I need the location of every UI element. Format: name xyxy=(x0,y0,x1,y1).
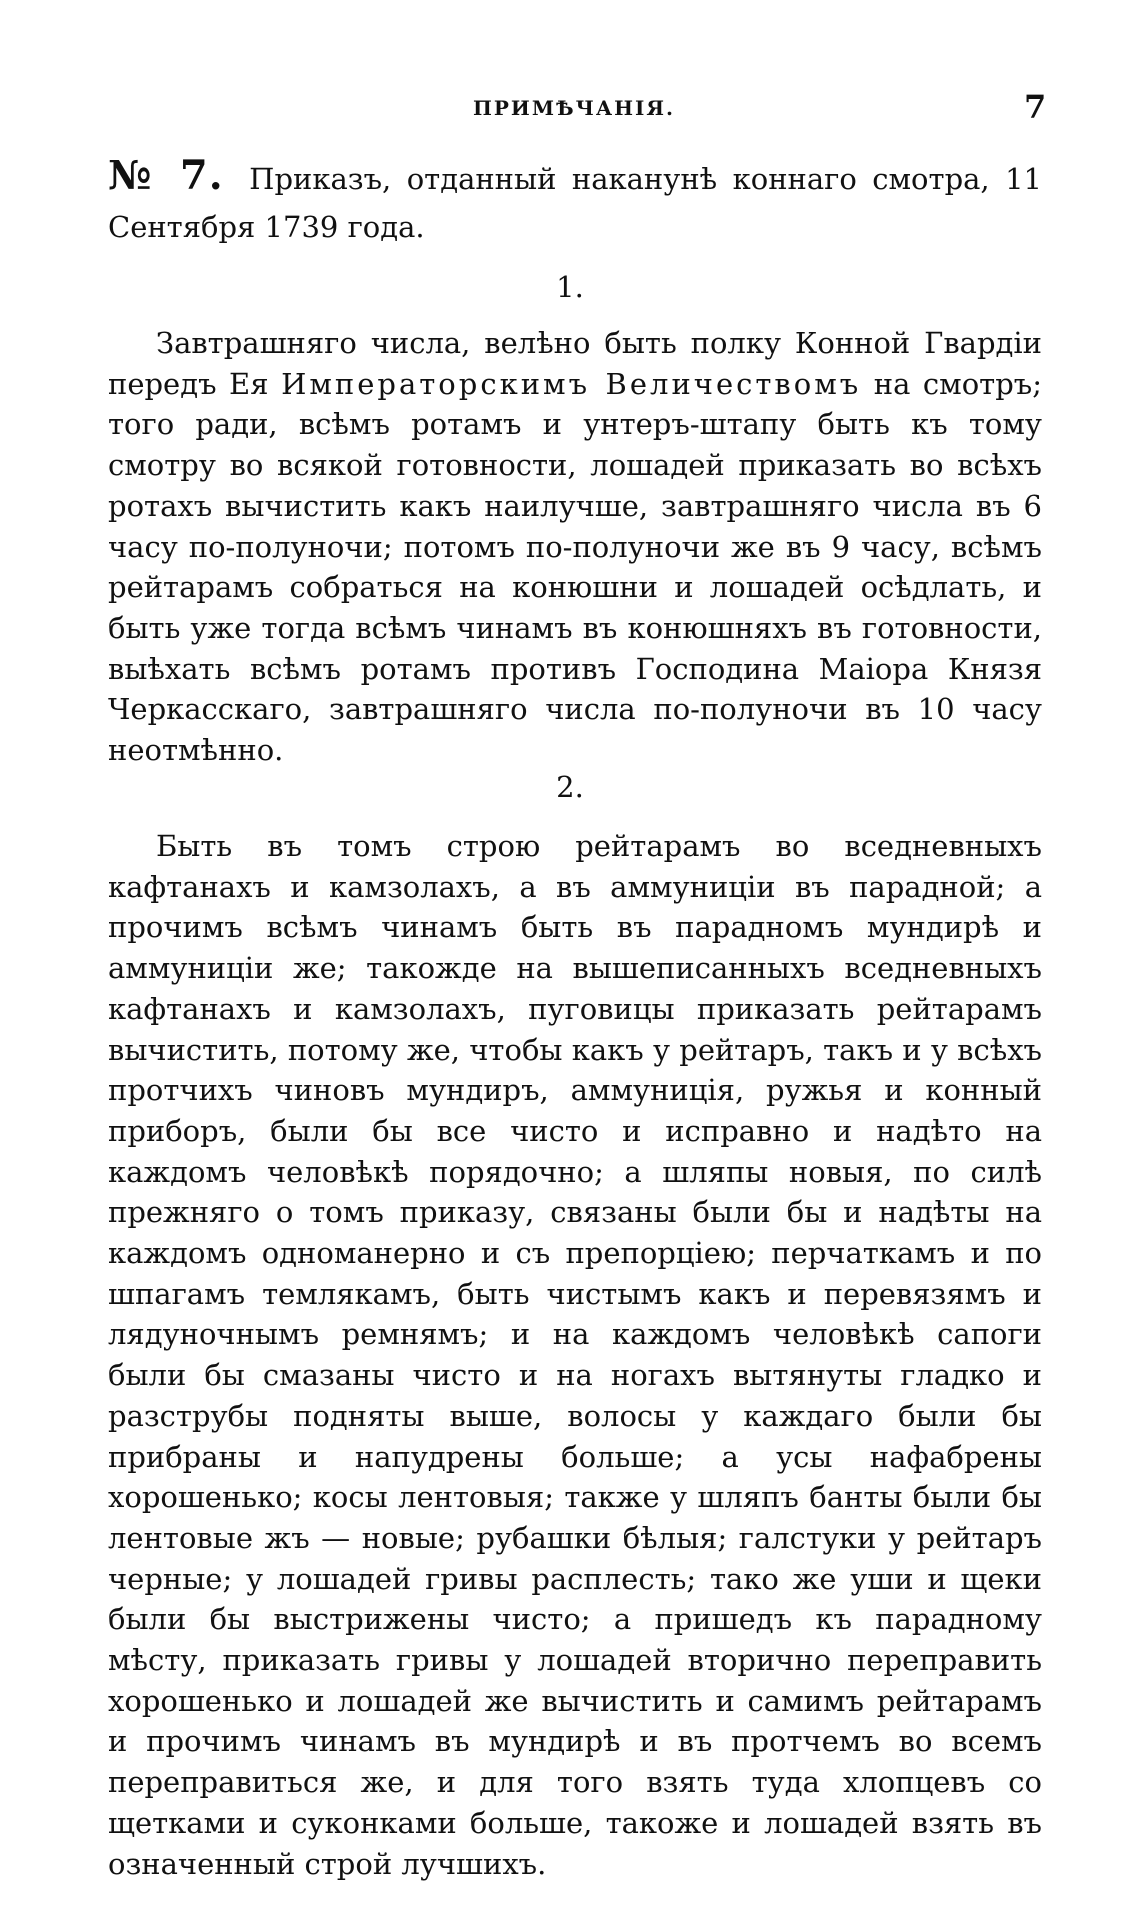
order-number: № 7. xyxy=(108,152,224,199)
order-heading xyxy=(108,152,1042,251)
section-number: 2. xyxy=(556,770,584,804)
section-paragraph: Быть въ томъ строю рейтарамъ во вседневныхъ кафтанахъ и камзолахъ, а въ аммуниціи въ парадной; а прочимъ всѣмъ чинамъ быть въ парадномъ мундирѣ и аммуниціи же; такожде на вышеписанныхъ вседневныхъ кафтанахъ и камзолахъ, пуговицы приказать рейтарамъ вычистить, потому же, чтобы какъ у рейтаръ, такъ и у всѣхъ протчихъ чиновъ мундиръ, аммуниція, ружья и конный приборъ, были бы все чисто и исправно и надѣто на каждомъ человѣкѣ порядочно; а шляпы новыя, по силѣ прежняго о томъ приказу, связаны были бы и надѣты на каждомъ одноманерно и съ препорціею; перчаткамъ и по шпагамъ темлякамъ, быть чистымъ какъ и перевязямъ и лядуночнымъ ремнямъ; и на каждомъ человѣкѣ сапоги были бы смазаны чисто и на ногахъ вытянуты гладко и разструбы подняты выше, волосы у каждаго были бы прибраны и напудрены больше; а усы нафабрены хорошенько; косы лентовыя; также у шляпъ банты были бы лентовые жъ — новые; рубашки бѣлыя; галстуки у рейтаръ черные; у лошадей гривы расплесть; тако же уши и щеки были бы выстрижены чисто; а пришедъ къ парадному мѣсту, приказать гривы у лошадей вторично переправить хорошенько и лошадей же вычистить и самимъ рейтарамъ и прочимъ чинамъ въ мундирѣ и въ протчемъ во всемъ переправиться же, и для того взять туда хлопцевъ со щетками и суконками больше, такоже и лошадей взять въ означенный строй лучшихъ. xyxy=(108,829,1042,1881)
section-number: 1. xyxy=(556,270,584,304)
emphasized-title: Императорскимъ Величествомъ xyxy=(281,366,862,401)
page-number: 7 xyxy=(1024,88,1047,126)
section-paragraph xyxy=(108,323,1042,771)
running-header: ПРИМѢЧАНІЯ. xyxy=(473,96,675,120)
paragraph-text: Завтрашняго числа, велѣно быть полку Конной Гвардіи передъ Ея xyxy=(108,326,1042,401)
order-title: Приказъ, отданный наканунѣ коннаго смотра, 11 Сентября 1739 года. xyxy=(108,162,1043,244)
paragraph-text: на смотръ; того ради, всѣмъ ротамъ и унтеръ-штапу быть къ тому смотру во всякой готовности, лошадей приказать во всѣхъ ротахъ вычистить какъ наилучше, завтрашняго числа въ 6 часу по-полуночи; потомъ по-полуночи же въ 9 часу, всѣмъ рейтарамъ собраться на конюшни и лошадей осѣдлать, и быть уже тогда всѣмъ чинамъ въ конюшняхъ въ готовности, выѣхать всѣмъ ротамъ противъ Господина Маіора Князя Черкасскаго, завтрашняго числа по-полуночи въ 10 часу неотмѣнно. xyxy=(108,366,1042,768)
